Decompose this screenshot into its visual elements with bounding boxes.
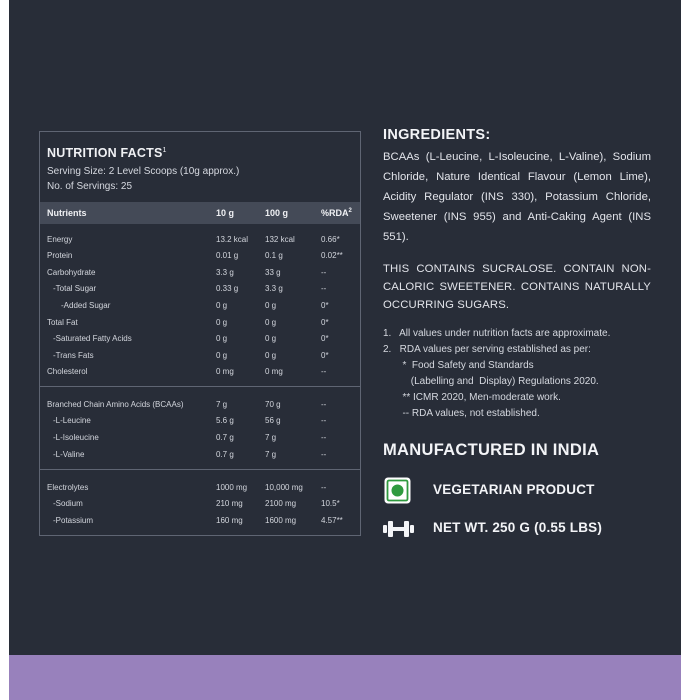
value-rda: -- xyxy=(321,483,327,492)
footnote: -- RDA values, not established. xyxy=(383,408,540,419)
table-row xyxy=(40,331,360,347)
nutrient-name: Protein xyxy=(47,251,73,260)
table-row xyxy=(40,315,360,331)
nutrient-name: Total Fat xyxy=(47,318,78,327)
nutrition-facts-table xyxy=(39,131,361,536)
nutrition-title: NUTRITION FACTS$^1$ xyxy=(47,146,167,160)
table-row xyxy=(40,480,360,496)
table-row xyxy=(40,413,360,429)
nutrient-name: -Sodium xyxy=(53,499,83,508)
value-rda: 0.66* xyxy=(321,235,340,244)
accent-strip xyxy=(9,655,681,700)
value-rda: 0* xyxy=(321,334,329,343)
value-10g: 13.2 kcal xyxy=(216,235,249,244)
table-row xyxy=(40,364,360,380)
dumbbell-icon xyxy=(382,518,415,540)
value-100g: 0 g xyxy=(265,301,277,310)
servings-count: No. of Servings: 25 xyxy=(47,181,133,192)
value-10g: 210 mg xyxy=(216,499,243,508)
header-rda: %RDA$^2$ xyxy=(321,208,352,218)
value-100g: 3.3 g xyxy=(265,284,283,293)
table-row xyxy=(40,513,360,529)
nutrient-name: -Potassium xyxy=(53,516,94,525)
value-100g: 0 mg xyxy=(265,367,283,376)
nutrient-name: -L-Isoleucine xyxy=(53,433,99,442)
nutrient-name: Carbohydrate xyxy=(47,268,96,277)
value-rda: -- xyxy=(321,400,327,409)
value-rda: -- xyxy=(321,416,327,425)
value-10g: 0.7 g xyxy=(216,450,234,459)
nutrient-name: -Total Sugar xyxy=(53,284,97,293)
value-100g: 33 g xyxy=(265,268,281,277)
nutrient-name: -Added Sugar xyxy=(61,301,111,310)
value-10g: 0.7 g xyxy=(216,433,234,442)
value-10g: 5.6 g xyxy=(216,416,234,425)
ingredients-title: INGREDIENTS: xyxy=(383,127,491,143)
vegetarian-icon xyxy=(384,477,411,504)
value-100g: 0 g xyxy=(265,334,277,343)
manufactured-in-india: MANUFACTURED IN INDIA xyxy=(383,441,600,459)
value-100g: 1600 mg xyxy=(265,516,297,525)
nutrient-name: Branched Chain Amino Acids (BCAAs) xyxy=(47,400,184,409)
value-10g: 0 g xyxy=(216,351,228,360)
value-100g: 0 g xyxy=(265,318,277,327)
value-100g: 70 g xyxy=(265,400,281,409)
net-weight: NET WT. 250 G (0.55 LBS) xyxy=(433,520,603,535)
value-100g: 132 kcal xyxy=(265,235,295,244)
footnote: (Labelling and Display) Regulations 2020. xyxy=(383,376,599,387)
table-row xyxy=(40,248,360,264)
value-10g: 0 g xyxy=(216,301,228,310)
value-rda: -- xyxy=(321,450,327,459)
value-rda: 4.57** xyxy=(321,516,343,525)
footnotes xyxy=(383,326,653,422)
nutrient-name: -Trans Fats xyxy=(53,351,94,360)
header-100g: 100 g xyxy=(265,208,289,218)
sucralose-notice: THIS CONTAINS SUCRALOSE. CONTAIN NON-CALORIC SWEETENER. CONTAINS NATURALLY OCCURRING SUGARS. xyxy=(383,263,651,311)
value-rda: 10.5* xyxy=(321,499,340,508)
value-rda: 0* xyxy=(321,301,329,310)
value-100g: 7 g xyxy=(265,450,277,459)
value-rda: -- xyxy=(321,268,327,277)
value-rda: -- xyxy=(321,284,327,293)
table-divider xyxy=(40,469,360,470)
nutrient-name: Energy xyxy=(47,235,73,244)
table-row xyxy=(40,496,360,512)
footnote: 2. RDA values per serving established as per: xyxy=(383,344,591,355)
vegetarian-product: VEGETARIAN PRODUCT xyxy=(433,482,595,497)
value-100g: 2100 mg xyxy=(265,499,297,508)
nutrient-name: -L-Leucine xyxy=(53,416,91,425)
ingredients-text: BCAAs (L-Leucine, L-Isoleucine, L-Valine), Sodium Chloride, Nature Identical Flavour (Lemon Lime), Acidity Regulator (INS 330), Potassium Chloride, Sweetener (INS 955) and Anti-Caking Agent (INS 551). xyxy=(383,151,651,243)
header-nutrients: Nutrients xyxy=(47,208,87,218)
value-10g: 0.01 g xyxy=(216,251,239,260)
table-row xyxy=(40,232,360,248)
serving-size: Serving Size: 2 Level Scoops (10g approx.) xyxy=(47,166,240,177)
value-rda: -- xyxy=(321,367,327,376)
value-10g: 160 mg xyxy=(216,516,243,525)
value-100g: 56 g xyxy=(265,416,281,425)
table-row xyxy=(40,265,360,281)
footnote: * Food Safety and Standards xyxy=(383,360,534,371)
value-100g: 7 g xyxy=(265,433,277,442)
value-10g: 3.3 g xyxy=(216,268,234,277)
value-10g: 0.33 g xyxy=(216,284,239,293)
footnote: ** ICMR 2020, Men-moderate work. xyxy=(383,392,561,403)
header-10g: 10 g xyxy=(216,208,235,218)
nutrient-name: -L-Valine xyxy=(53,450,85,459)
nutrient-name: Electrolytes xyxy=(47,483,89,492)
nutrient-name: -Saturated Fatty Acids xyxy=(53,334,132,343)
value-10g: 0 mg xyxy=(216,367,234,376)
table-row xyxy=(40,430,360,446)
value-10g: 0 g xyxy=(216,334,228,343)
table-row xyxy=(40,348,360,364)
table-header xyxy=(40,202,360,224)
table-row xyxy=(40,447,360,463)
value-10g: 7 g xyxy=(216,400,228,409)
value-10g: 1000 mg xyxy=(216,483,248,492)
footnote: 1. All values under nutrition facts are approximate. xyxy=(383,328,611,339)
table-row xyxy=(40,281,360,297)
table-divider xyxy=(40,386,360,387)
value-100g: 0 g xyxy=(265,351,277,360)
value-10g: 0 g xyxy=(216,318,228,327)
value-rda: 0* xyxy=(321,351,329,360)
table-row xyxy=(40,298,360,314)
value-rda: 0.02** xyxy=(321,251,343,260)
value-rda: -- xyxy=(321,433,327,442)
nutrient-name: Cholesterol xyxy=(47,367,88,376)
value-rda: 0* xyxy=(321,318,329,327)
table-row xyxy=(40,397,360,413)
value-100g: 0.1 g xyxy=(265,251,283,260)
value-100g: 10,000 mg xyxy=(265,483,303,492)
